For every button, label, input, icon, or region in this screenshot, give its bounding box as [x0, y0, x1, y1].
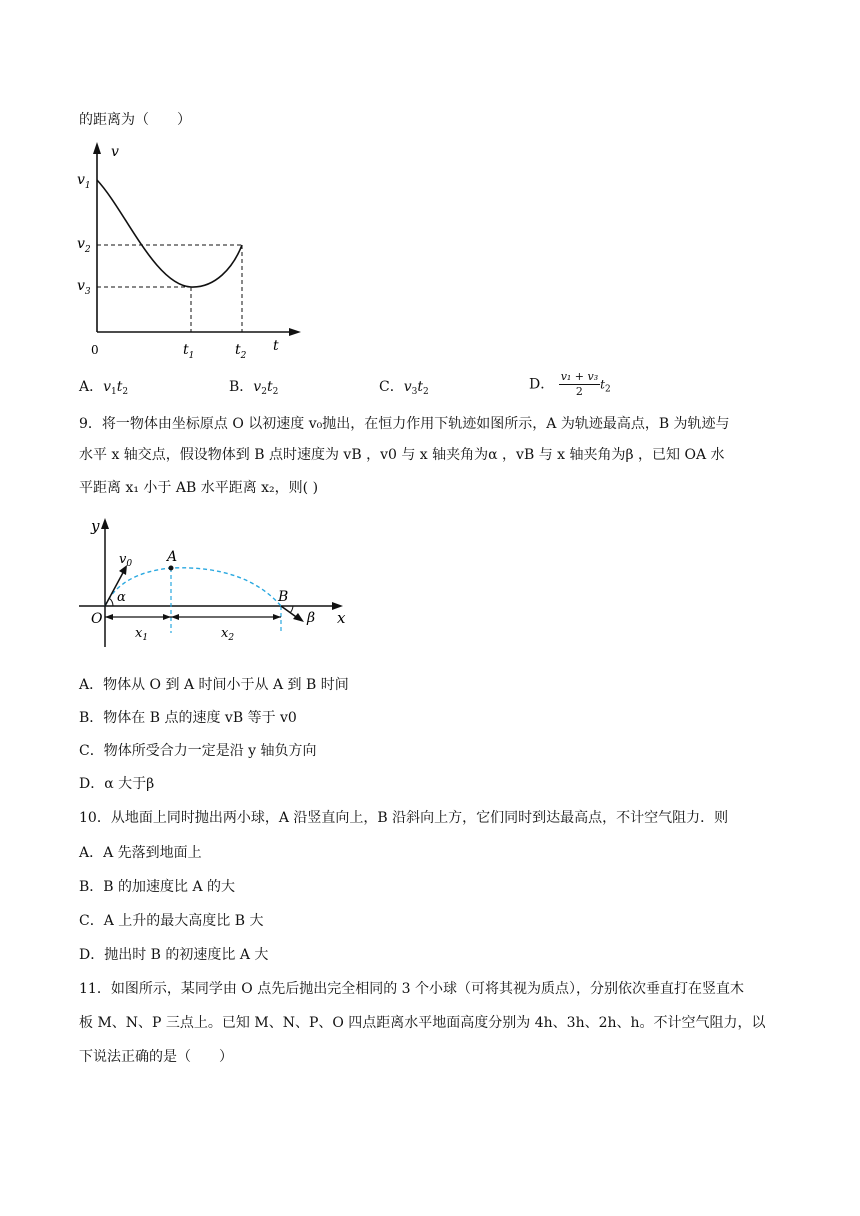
q9-x2-arrow-left — [171, 614, 179, 620]
q9-x-axis-label: x — [337, 609, 346, 627]
q9-alpha-label: α — [117, 590, 126, 605]
q9-option-b[interactable]: B．物体在 B 点的速度 vB 等于 v0 — [79, 710, 297, 726]
q9-point-b-label: B — [278, 589, 289, 605]
q9-option-a[interactable]: A．物体从 O 到 A 时间小于从 A 到 B 时间 — [79, 677, 349, 693]
q9-x1-arrow-right — [163, 614, 171, 620]
q9-stem-line2: 水平 x 轴交点，假设物体到 B 点时速度为 vB ，v0 与 x 轴夹角为α ，vB 与 x 轴夹角为β ，已知 OA 水 — [79, 447, 725, 463]
q9-stem-line1: 9．将一物体由坐标原点 O 以初速度 v₀抛出，在恒力作用下轨迹如图所示，A 为轨迹最高点，B 为轨迹与 — [79, 416, 730, 432]
q9-v0-label: $v_0$ — [119, 552, 133, 569]
q8-option-c[interactable]: C．$v_3t_2$ — [379, 379, 429, 397]
q9-x2-label: $x_2$ — [221, 626, 235, 643]
q11-stem-line3: 下说法正确的是（ ） — [79, 1049, 233, 1065]
q8-origin-label: 0 — [91, 343, 99, 357]
q8-velocity-curve — [97, 180, 242, 287]
q8-option-b[interactable]: B．$v_2t_2$ — [229, 379, 279, 397]
q8-y-axis-label: v — [111, 144, 119, 160]
q8-x-axis-arrow — [289, 328, 301, 336]
q9-point-a-label: A — [167, 549, 178, 565]
q8-v3-label: $v_3$ — [77, 278, 91, 297]
q9-x1-arrow-left — [105, 614, 113, 620]
q9-y-axis-label: y — [91, 517, 100, 535]
q9-beta-label: β — [307, 610, 316, 626]
q10-stem: 10．从地面上同时抛出两小球，A 沿竖直向上，B 沿斜向上方，它们同时到达最高点，不计空气阻力．则 — [79, 810, 729, 826]
q8-option-a[interactable]: A．$v_1t_2$ — [79, 379, 129, 397]
q9-stem-line3: 平距离 x₁ 小于 AB 水平距离 x₂，则( ) — [79, 480, 319, 496]
q8-v2-label: $v_2$ — [77, 236, 91, 255]
q9-option-d[interactable]: D．α 大于β — [79, 776, 155, 792]
q9-alpha-arc — [109, 598, 113, 606]
q9-option-c[interactable]: C．物体所受合力一定是沿 y 轴负方向 — [79, 743, 317, 759]
q9-x1-label: $x_1$ — [135, 626, 149, 643]
q9-y-axis-arrow — [101, 518, 109, 529]
q9-point-a-dot — [169, 566, 174, 571]
q8-v1-label: $v_1$ — [77, 172, 91, 191]
q10-option-b[interactable]: B．B 的加速度比 A 的大 — [79, 879, 236, 895]
q9-trajectory-curve — [105, 568, 281, 606]
q9-x2-arrow-right — [273, 614, 281, 620]
q9-origin-label: O — [91, 611, 103, 627]
q8-y-axis-arrow — [93, 142, 101, 154]
q11-stem-line1: 11．如图所示，某同学由 O 点先后抛出完全相同的 3 个小球（可将其视为质点），分别依次垂直打在竖直木 — [79, 981, 744, 997]
q11-stem-line2: 板 M、N、P 三点上。已知 M、N、P、O 四点距离水平地面高度分别为 4h、3h、2h、h。不计空气阻力，以 — [79, 1015, 766, 1031]
q8-option-d[interactable]: D． $\frac{\text{v₁ + v₃}}{2}$ $t_2$ — [529, 370, 611, 398]
q10-option-a[interactable]: A．A 先落到地面上 — [79, 845, 202, 861]
q10-option-d[interactable]: D．抛出时 B 的初速度比 A 大 — [79, 947, 269, 963]
q9-beta-arc — [290, 606, 293, 613]
q10-option-c[interactable]: C．A 上升的最大高度比 B 大 — [79, 913, 264, 929]
q8-t1-label: $t_1$ — [183, 342, 195, 361]
q8-stem-tail: 的距离为（ ） — [79, 112, 191, 128]
q8-x-axis-label: t — [273, 338, 279, 354]
q8-vt-graph — [75, 140, 305, 365]
q9-trajectory-graph — [75, 515, 355, 655]
q9-vb-arrowhead — [293, 613, 304, 622]
q8-t2-label: $t_2$ — [235, 342, 247, 361]
q8-option-d-fraction: $\frac{\text{v₁ + v₃}}{2}$ — [560, 370, 599, 398]
